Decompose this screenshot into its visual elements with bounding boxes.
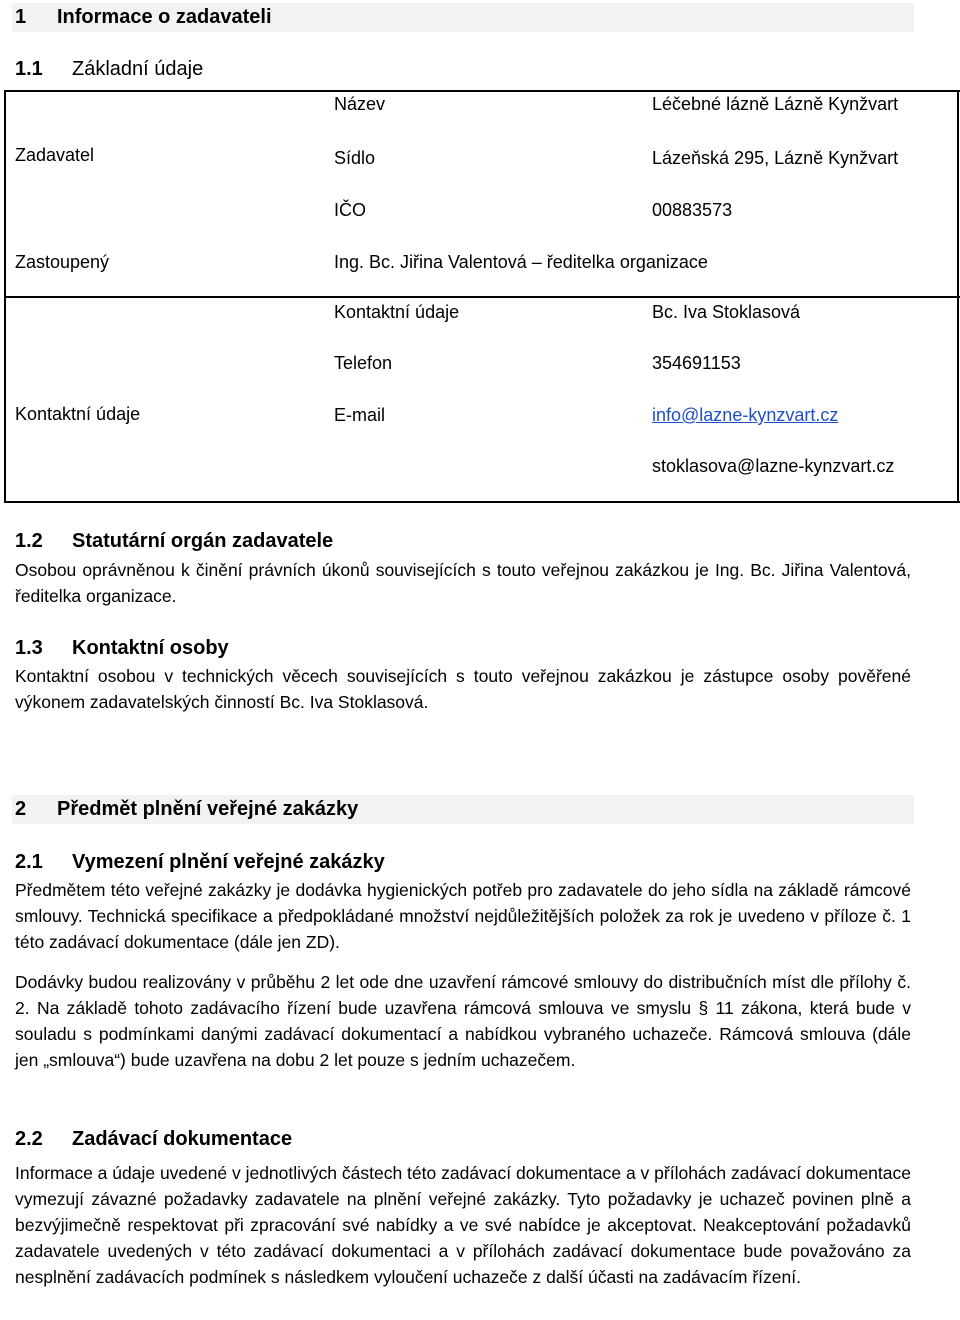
subsection-title: Zadávací dokumentace: [72, 1128, 293, 1150]
email-label: E-mail: [334, 405, 386, 425]
subsection-2-2-heading: [15, 1128, 292, 1151]
zastoupeny-value: Ing. Bc. Jiřina Valentová – ředitelka organizace: [334, 252, 708, 272]
subsection-1-2-text: Osobou oprávněnou k činění právních úkonů souvisejících s touto veřejnou zakázkou je Ing. Bc. Jiřina Valentová, ředitelka organizace.: [15, 560, 911, 606]
subsection-1-2-heading: [15, 530, 333, 553]
email-value-stoklasova: stoklasova@lazne-kynzvart.cz: [652, 456, 895, 476]
nazev-label: Název: [334, 94, 386, 114]
section-1-heading: [15, 6, 272, 29]
table-border-bottom: [4, 501, 960, 503]
subsection-2-1-heading: [15, 851, 385, 874]
section-number: 1: [15, 6, 27, 28]
subsection-title: Základní údaje: [72, 58, 204, 80]
subsection-1-3-heading: [15, 637, 229, 660]
subsection-title: Vymezení plnění veřejné zakázky: [72, 851, 385, 873]
kontakt-sub-value: Bc. Iva Stoklasová: [652, 302, 801, 322]
telefon-label: Telefon: [334, 353, 393, 373]
subsection-2-2-text: Informace a údaje uvedené v jednotlivých částech této zadávací dokumentace a v přílohách zadávací dokumentace vymezují závazné požadavky zadavatele na plnění veřejné zakázky. Tyto požadavky je uchazeč povinen plně a bezvýjimečně respektovat při zpracování své nabídky a ve své nabídce je akceptovat. Neakceptování požadavků zadavatele uvedených v této zadávací dokumentaci a v přílohách zadávací dokumentace bude považováno za nesplnění zadávacích podmínek s následkem vyloučení uchazeče z další účasti na zadávacím řízení.: [15, 1163, 911, 1287]
subsection-number: 2.2: [15, 1128, 43, 1150]
zadavatel-label: Zadavatel: [15, 145, 95, 165]
telefon-value: 354691153: [652, 353, 741, 373]
subsection-2-1-paragraph-1: Předmětem této veřejné zakázky je dodávka hygienických potřeb pro zadavatele do jeho sídla na základě rámcové smlouvy. Technická specifikace a předpokládané množství nejdůležitějších položek za rok je uvedeno v příloze č. 1 této zadávací dokumentace (dále jen ZD).: [15, 880, 911, 952]
email-link-info[interactable]: info@lazne-kynzvart.cz: [652, 405, 839, 425]
subsection-number: 1.2: [15, 530, 43, 552]
table-border-top: [4, 90, 960, 92]
zastoupeny-label: Zastoupený: [15, 252, 110, 272]
subsection-1-1-heading: [15, 58, 203, 81]
sidlo-value: Lázeňská 295, Lázně Kynžvart: [652, 148, 899, 168]
subsection-number: 1.1: [15, 58, 43, 80]
section-2-heading: [15, 798, 358, 821]
subsection-title: Kontaktní osoby: [72, 637, 229, 659]
section-number: 2: [15, 798, 27, 820]
subsection-1-3-text: Kontaktní osobou v technických věcech souvisejících s touto veřejnou zakázkou je zástupce osoby pověřené výkonem zadavatelských činností Bc. Iva Stoklasová.: [15, 666, 911, 712]
subsection-2-1-paragraph-2: Dodávky budou realizovány v průběhu 2 let ode dne uzavření rámcové smlouvy do distribučních míst dle přílohy č. 2. Na základě tohoto zadávacího řízení bude uzavřena rámcová smlouva ve smyslu § 11 zákona, která bude v souladu s podmínkami danými zadávací dokumentací a nabídkou vybraného uchazeče. Rámcová smlouva (dále jen „smlouva“) bude uzavřena na dobu 2 let pouze s jedním uchazečem.: [15, 972, 911, 1070]
kontakt-sub-label: Kontaktní údaje: [334, 302, 460, 322]
subsection-number: 2.1: [15, 851, 43, 873]
ico-value: 00883573: [652, 200, 733, 220]
nazev-value: Léčebné lázně Lázně Kynžvart: [652, 94, 899, 114]
ico-label: IČO: [334, 200, 367, 220]
sidlo-label: Sídlo: [334, 148, 376, 168]
section-title: Předmět plnění veřejné zakázky: [57, 798, 359, 820]
subsection-number: 1.3: [15, 637, 43, 659]
table-border-middle: [4, 296, 960, 298]
section-title: Informace o zadavateli: [57, 6, 272, 28]
subsection-title: Statutární orgán zadavatele: [72, 530, 334, 552]
kontakt-label: Kontaktní údaje: [15, 404, 141, 424]
